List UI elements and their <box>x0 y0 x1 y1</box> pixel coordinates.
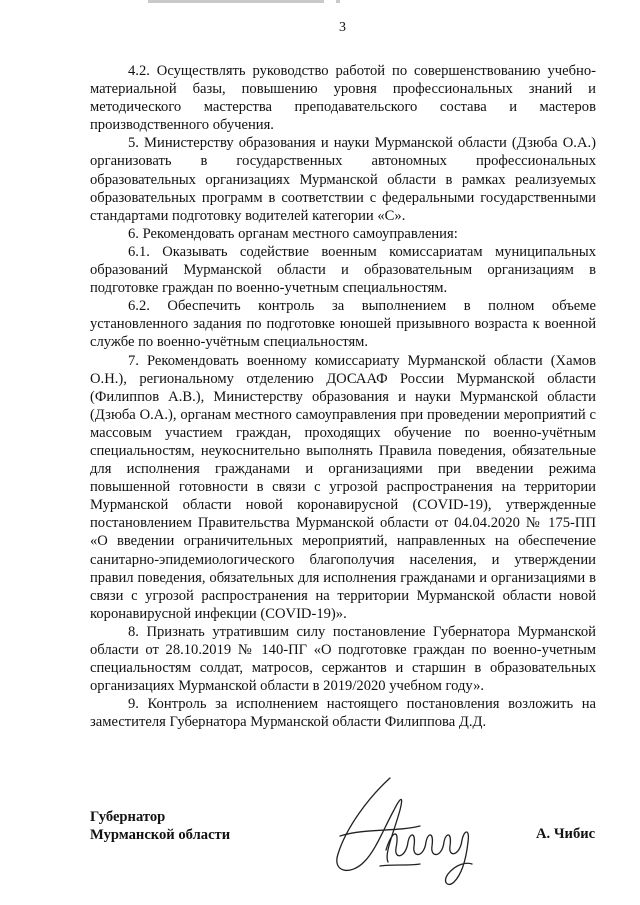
header-scan-mark <box>148 0 324 3</box>
paragraph-6-1: 6.1. Оказывать содействие военным комиссариатам муниципальных образований Мурманской области и образовательным организациям в подготовке граждан по военно-учетным специальностям. <box>90 243 596 297</box>
header-scan-mark <box>336 0 340 3</box>
paragraph-9: 9. Контроль за исполнением настоящего постановления возложить на заместителя Губернатора Мурманской области Филиппова Д.Д. <box>90 696 596 731</box>
paragraph-7: 7. Рекомендовать военному комиссариату Мурманской области (Хамов О.Н.), региональному отделению ДОСААФ России Мурманской области (Филиппов А.В.), Министерству образования и науки Мурманской области (Дзюба О.А.), органам местного самоуправления при проведении мероприятий с массовым участием граждан, проходящих обучение по военно-учётным специальностям, неукоснительно выполнять Правила поведения, обязательные для исполнения гражданами и организациями при введении режима повышенной готовности в связи с угрозой распространения на территории Мурманской области новой коронавирусной (COVID-19), утвержденные постановлением Правительства Мурманской области от 04.04.2020 № 175-ПП «О введении ограничительных мероприятий, направленных на обеспечение санитарно-эпидемиологического благополучия населения, и утверждении правил поведения, обязательных для исполнения гражданами и организациями в связи с угрозой распространения на территории Мурманской области новой коронавирусной инфекции (COVID-19)». <box>90 352 596 622</box>
paragraph-6-2: 6.2. Обеспечить контроль за выполнением в полном объеме установленного задания по подготовке юношей призывного возраста к военной службе по военно-учётным специальностям. <box>90 298 596 351</box>
handwritten-signature <box>320 770 480 890</box>
paragraph-5: 5. Министерству образования и науки Мурманской области (Дзюба О.А.) организовать в государственных автономных профессиональных образовательных организациях Мурманской области в рамках реализуемых образовательных программ в соответствии с федеральными государственными стандартами подготовку водителей категории «С». <box>90 135 596 224</box>
document-body <box>90 62 596 731</box>
signatory-title-line1: Губернатор <box>90 809 166 825</box>
page-number: 3 <box>339 20 346 35</box>
signatory-title <box>90 808 230 844</box>
paragraph-8: 8. Признать утратившим силу постановление Губернатора Мурманской области от 28.10.2019 № 140-ПГ «О подготовке граждан по военно-учетным специальностям солдат, матросов, сержантов и старшин в образовательных организациях Мурманской области в 2019/2020 учебном году». <box>90 623 596 695</box>
paragraph-6: 6. Рекомендовать органам местного самоуправления: <box>128 225 458 242</box>
paragraph-4-2: 4.2. Осуществлять руководство работой по совершенствованию учебно-материальной базы, повышению уровня профессиональных знаний и методического мастерства преподавательского состава и мастеров производственного обучения. <box>90 63 596 134</box>
signatory-title-line2: Мурманской области <box>90 827 231 843</box>
signatory-name: А. Чибис <box>536 826 596 842</box>
